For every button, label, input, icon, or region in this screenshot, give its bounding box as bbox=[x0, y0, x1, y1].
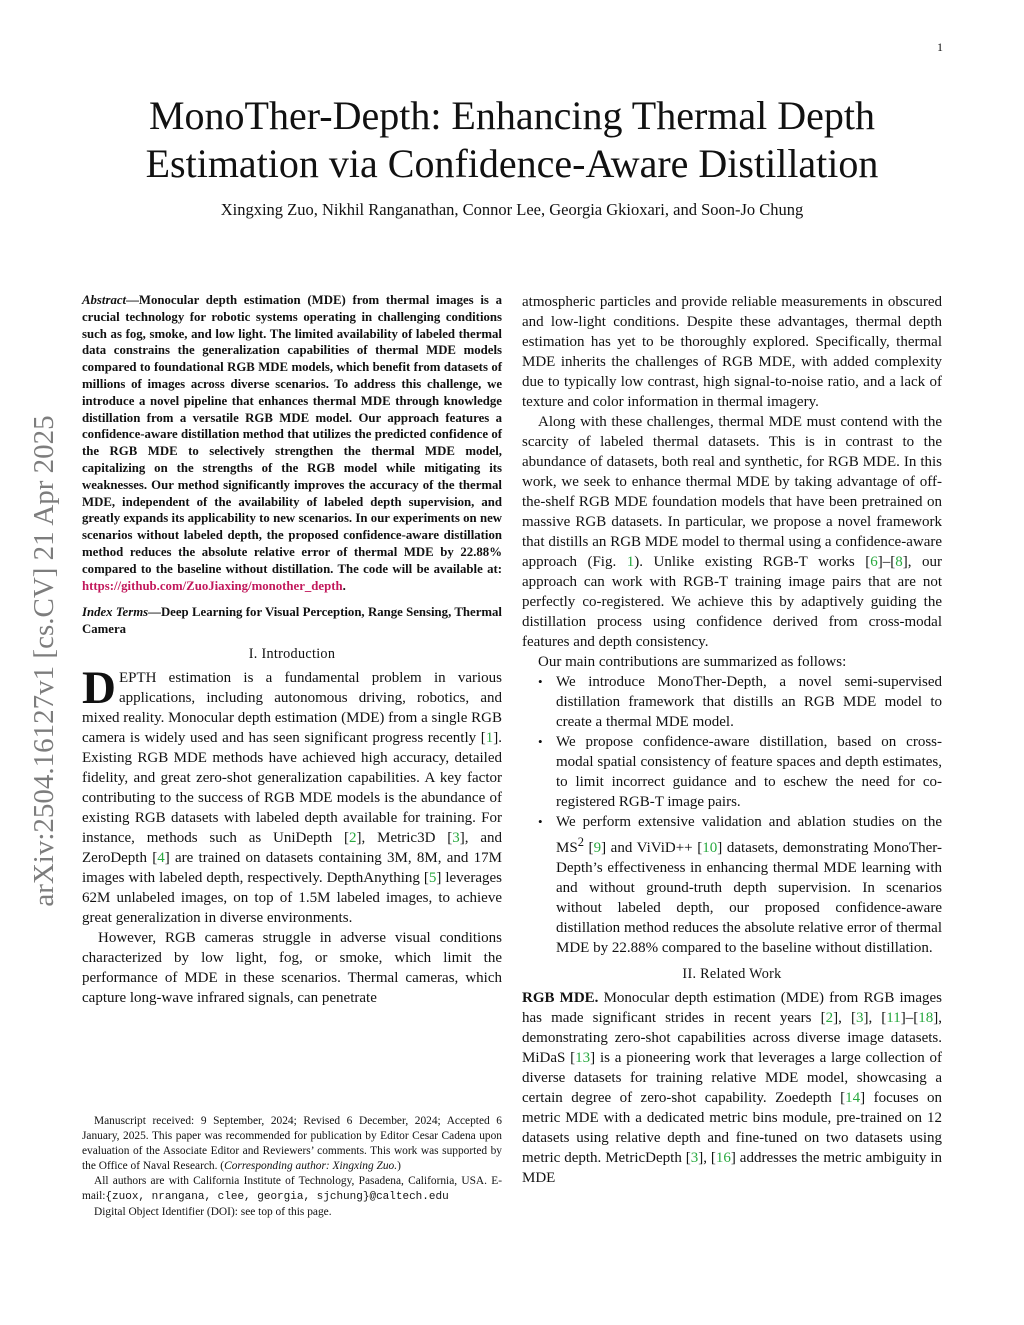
code-link[interactable]: https://github.com/ZuoJiaxing/monother_depth bbox=[82, 578, 343, 593]
page-number: 1 bbox=[937, 40, 943, 54]
related-text: ], [ bbox=[698, 1150, 716, 1166]
citation-link[interactable]: 14 bbox=[845, 1090, 861, 1106]
citation-link[interactable]: 3 bbox=[452, 829, 460, 846]
abstract-end: . bbox=[342, 578, 346, 593]
citation-link[interactable]: 6 bbox=[870, 554, 878, 570]
contribution-text: ] datasets, demonstrating MonoTher-Depth’s effectiveness in enhancing thermal MDE learning with and without ground-truth depth supervision. In scenarios without labeled depth, our proposed confidence-aware distillation method reduces the absolute relative error of thermal MDE by 22.88% compared to the baseline without distillation. bbox=[556, 840, 942, 956]
bullet-icon: • bbox=[538, 734, 543, 749]
related-text: ], demonstrating zero-shot capabilities across diverse image datasets. MiDaS [ bbox=[522, 1010, 942, 1066]
intro-paragraph-1 bbox=[82, 661, 503, 928]
list-item bbox=[522, 812, 942, 958]
citation-link[interactable]: 9 bbox=[593, 840, 602, 856]
related-text: ]–[ bbox=[900, 1010, 919, 1026]
arxiv-stamp: arXiv:2504.16127v1 [cs.CV] 21 Apr 2025 bbox=[28, 415, 60, 907]
bullet-icon: • bbox=[538, 674, 543, 689]
section-heading-related-work: II. Related Work bbox=[682, 966, 782, 982]
footnote-affiliation bbox=[82, 1174, 502, 1205]
intro-p1-text: ] are trained on datasets containing 3M, 8M, and 17M images with labeled depth, respectively. DepthAnything [ bbox=[82, 849, 503, 886]
intro-p1-text: ], and ZeroDepth [ bbox=[82, 829, 503, 866]
index-terms-body: —Deep Learning for Visual Perception, Range Sensing, Thermal Camera bbox=[82, 605, 502, 637]
related-text: ], [ bbox=[833, 1010, 856, 1026]
citation-link[interactable]: 11 bbox=[886, 1010, 901, 1026]
footnote-emails: {zuox, nrangana, clee, georgia, sjchung}@caltech.edu bbox=[105, 1191, 449, 1203]
related-text: ] focuses on metric MDE with a dedicated metric bins module, pre-trained on 12 datasets using relative depth and fine-tuned on two datasets using metric depth. MetricDepth [ bbox=[522, 1090, 942, 1166]
right-column bbox=[522, 292, 942, 1188]
list-item bbox=[522, 672, 942, 732]
intro-p1-text: ]. Existing RGB MDE methods have achieved high accuracy, detailed fidelity, and great zero-shot generalization capabilities. A key factor contributing to the success of RGB MDE models is the abundance of existing RGB datasets with labeled depth available for training. For instance, methods such as UniDepth [ bbox=[82, 729, 502, 846]
intro-p1-text: ], Metric3D [ bbox=[356, 829, 453, 846]
title-line-2: Estimation via Confidence-Aware Distillation bbox=[145, 141, 879, 186]
citation-link[interactable]: 5 bbox=[428, 869, 437, 886]
bullet-icon: • bbox=[538, 814, 543, 829]
contributions-list bbox=[522, 672, 942, 958]
contribution-text: ] and ViViD++ [ bbox=[601, 840, 703, 856]
abstract-body: —Monocular depth estimation (MDE) from thermal images is a crucial technology for robotic systems operating in challenging conditions such as fog, smoke, and low light. The limited availability of labeled thermal data constrains the generalization capabilities of thermal MDE models compared to foundational RGB MDE models, which benefit from datasets of millions of images across diverse scenarios. To address this challenge, we introduce a novel pipeline that enhances thermal MDE through knowledge distillation from a versatile RGB MDE model. Our approach features a confidence-aware distillation method that utilizes the predicted confidence of the RGB MDE to selectively strengthen the thermal MDE model, capitalizing on the strengths of the RGB model while mitigating its weaknesses. Our method significantly improves the accuracy of the thermal MDE, independent of the availability of labeled depth supervision, and greatly expands its applicability to new scenarios. In our experiments on new scenarios without labeled depth, the proposed confidence-aware distillation method reduces the absolute relative error of thermal MDE by 22.88% compared to the baseline without distillation. The code will be available at: bbox=[82, 293, 502, 576]
related-text: ] is a pioneering work that leverages a large collection of diverse datasets for training relative MDE model, showcasing a certain degree of zero-shot capability. Zoedepth [ bbox=[522, 1050, 942, 1106]
citation-link[interactable]: 4 bbox=[157, 849, 165, 866]
intro-p1-text: ] leverages 62M unlabeled images, on top of 1.5M labeled images, to achieve great generalization in diverse environments. bbox=[82, 869, 502, 926]
contribution-text: We perform extensive validation and ablation studies on the MS bbox=[556, 814, 942, 856]
citation-link[interactable]: 10 bbox=[702, 840, 718, 856]
intro-p1-text: EPTH estimation is a fundamental problem in various applications, including autonomous driving, robotics, and mixed reality. Monocular depth estimation (MDE) from a single RGB camera is widely used and has seen significant progress recently [ bbox=[82, 669, 502, 746]
intro-p3-text: Along with these challenges, thermal MDE must contend with the scarcity of labeled thermal datasets. This is in contrast to the abundance of datasets, both real and synthetic, for RGB MDE. In this work, we seek to enhance thermal MDE by taking advantage of off-the-shelf RGB MDE foundation models that have been pretrained on massive RGB datasets. In particular, we propose a novel framework that distills an RGB MDE model to thermal using a confidence-aware approach (Fig. bbox=[522, 414, 942, 570]
intro-p3-text: ]–[ bbox=[877, 554, 896, 570]
author-list: Xingxing Zuo, Nikhil Ranganathan, Connor Lee, Georgia Gkioxari, and Soon-Jo Chung bbox=[220, 200, 804, 219]
title-line-1: MonoTher-Depth: Enhancing Thermal Depth bbox=[148, 93, 876, 138]
footnote-manuscript bbox=[82, 1114, 502, 1174]
related-text: ] addresses the metric ambiguity in MDE bbox=[522, 1150, 943, 1186]
superscript: 2 bbox=[577, 835, 584, 849]
citation-link[interactable]: 13 bbox=[575, 1050, 591, 1066]
intro-paragraph-2: However, RGB cameras struggle in adverse visual conditions characterized by low light, fog, or smoke, which limit the performance of MDE in these scenarios. Thermal cameras, which capture long-wave infrared signals, can penetrate bbox=[82, 929, 502, 1006]
citation-link[interactable]: 18 bbox=[918, 1010, 934, 1026]
citation-link[interactable]: 3 bbox=[690, 1150, 699, 1166]
citation-link[interactable]: 2 bbox=[349, 829, 357, 846]
related-text: Monocular depth estimation (MDE) from RGB images has made significant strides in recent years [ bbox=[522, 990, 942, 1026]
abstract-lead: Abstract bbox=[82, 293, 127, 307]
intro-paragraph-3 bbox=[522, 412, 942, 652]
footnote-text: All authors are with California Institute of Technology, Pasadena, California, USA. E-mail: bbox=[82, 1175, 502, 1202]
footnote bbox=[82, 1114, 502, 1220]
citation-link[interactable]: 3 bbox=[855, 1010, 864, 1026]
list-item bbox=[522, 732, 942, 812]
paragraph-lead: RGB MDE. bbox=[522, 990, 599, 1006]
footnote-text: Manuscript received: 9 September, 2024; Revised 6 December, 2024; Accepted 6 January, 2025. This paper was recommended for publication by Editor Cesar Cadena upon evaluation of the Associate Editor and Reviewers’ comments. This work was supported by the Office of Naval Research. ( bbox=[82, 1115, 502, 1172]
citation-link[interactable]: 2 bbox=[825, 1010, 834, 1026]
section-heading-introduction: I. Introduction bbox=[248, 645, 336, 662]
figure-link[interactable]: 1 bbox=[626, 554, 635, 570]
index-terms-lead: Index Terms bbox=[82, 605, 149, 620]
abstract bbox=[82, 292, 502, 594]
citation-link[interactable]: 8 bbox=[895, 554, 903, 570]
intro-p3-text: ], our approach can work with RGB-T training image pairs that are not perfectly co-registered. We achieve this by adaptively guiding the distillation process using confidence derived from cross-modal features and depth consistency. bbox=[522, 554, 942, 650]
contribution-text: We propose confidence-aware distillation, based on cross-modal spatial consistency of feature spaces and depth estimates, to limit incorrect guidance and to eschew the need for co-registered RGB-T image pairs. bbox=[556, 734, 942, 810]
drop-cap: D bbox=[82, 661, 116, 714]
footnote-corresponding: Corresponding author: Xingxing Zuo. bbox=[224, 1160, 398, 1172]
index-terms bbox=[82, 604, 502, 638]
footnote-doi: Digital Object Identifier (DOI): see top of this page. bbox=[94, 1206, 332, 1218]
citation-link[interactable]: 1 bbox=[485, 729, 494, 746]
contribution-text: We introduce MonoTher-Depth, a novel semi-supervised distillation framework that distills an RGB MDE model to create a thermal MDE model. bbox=[556, 674, 942, 730]
intro-paragraph-4: Our main contributions are summarized as follows: bbox=[538, 654, 847, 670]
intro-paragraph-2-continued: atmospheric particles and provide reliable measurements in obscured and low-light conditions. Despite these advantages, thermal depth estimation has yet to be thoroughly explored. Specifically, thermal MDE inherits the challenges of RGB MDE, with added complexity due to typically low contrast, high signal-to-noise ratio, and a lack of texture and color information in thermal imagery. bbox=[522, 294, 942, 410]
intro-p3-text: ). Unlike existing RGB-T works [ bbox=[634, 554, 871, 570]
contribution-text: [ bbox=[583, 840, 594, 856]
citation-link[interactable]: 16 bbox=[715, 1150, 731, 1166]
left-column bbox=[82, 292, 502, 1008]
paper-title bbox=[82, 92, 942, 188]
related-text: ], [ bbox=[863, 1010, 887, 1026]
footnote-text: ) bbox=[397, 1160, 401, 1172]
related-work-paragraph-1 bbox=[522, 988, 942, 1188]
